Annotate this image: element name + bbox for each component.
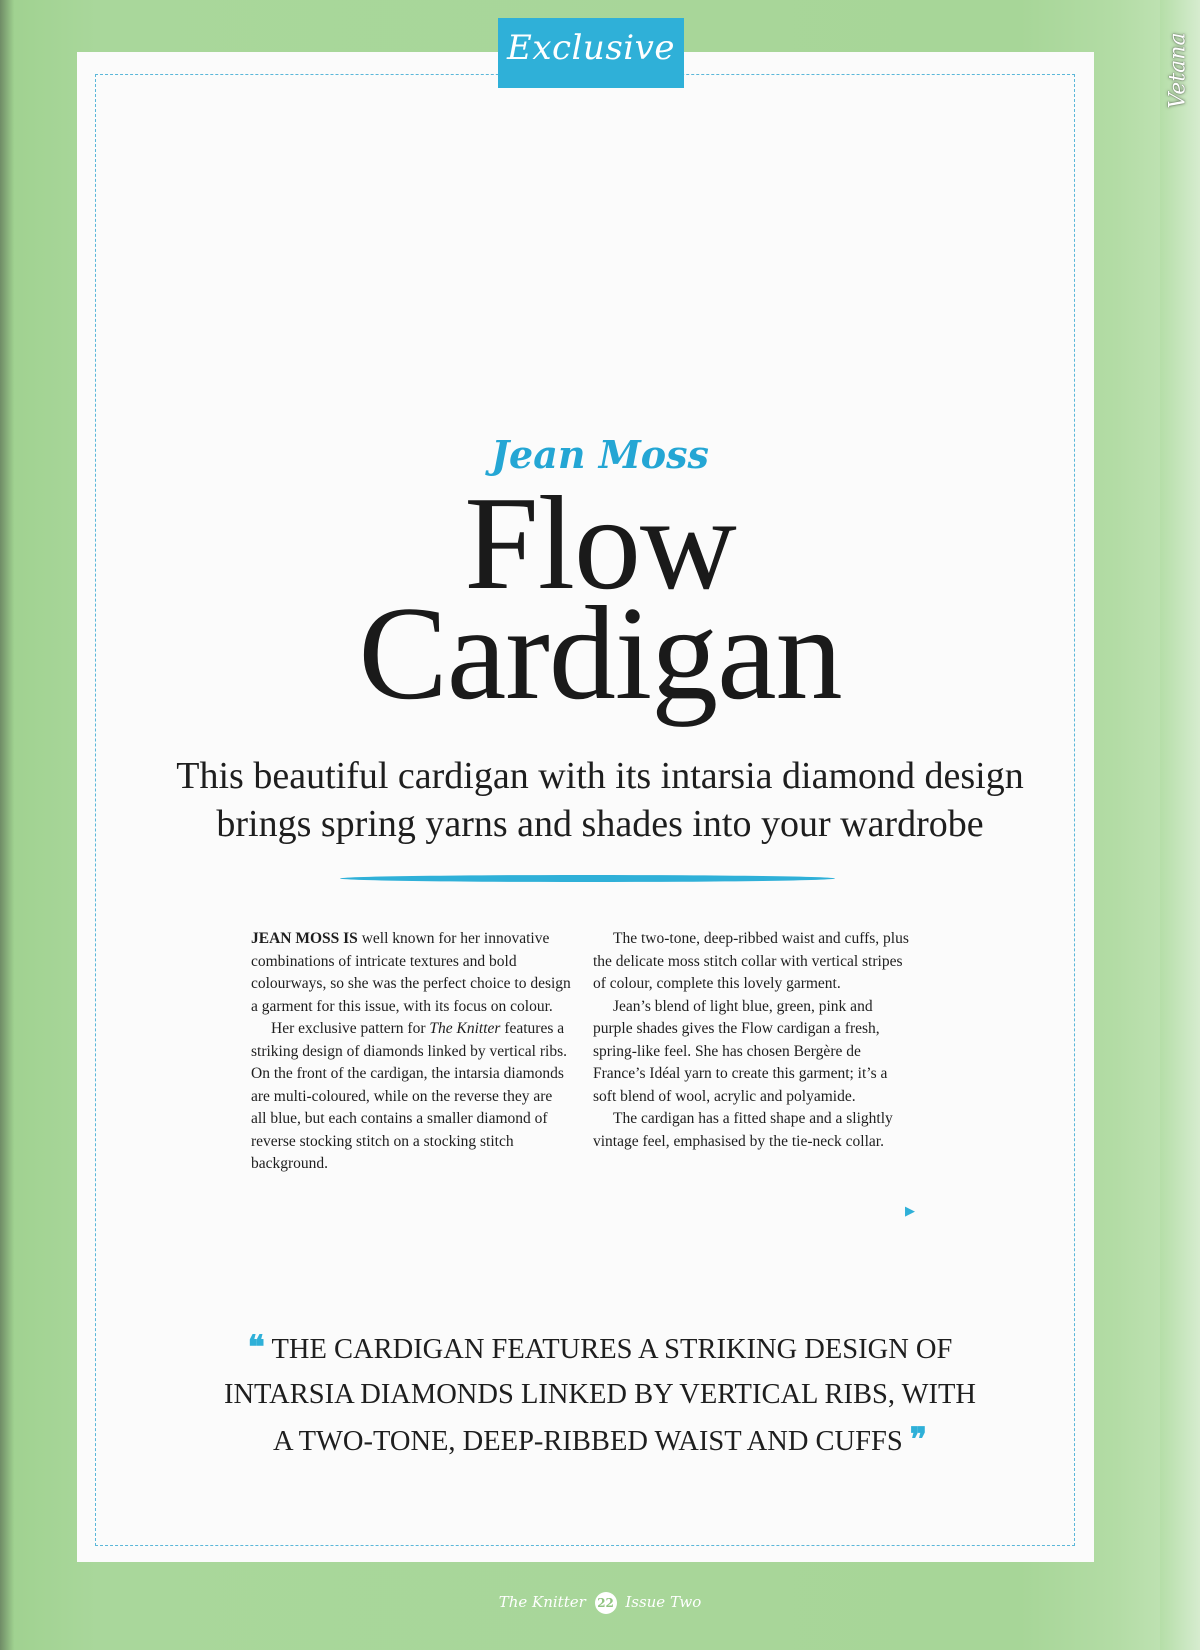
page-footer (0, 1592, 1200, 1614)
pull-quote-line-1 (160, 1325, 1040, 1372)
title-line-2: Cardigan (358, 579, 842, 727)
magazine-name: The Knitter (429, 1020, 501, 1037)
pull-quote-line-2: INTARSIA DIAMONDS LINKED BY VERTICAL RIBS, WITH (223, 1379, 977, 1410)
watermark-text: Vetana (1165, 31, 1191, 109)
footer-magazine: The Knitter (498, 1593, 586, 1611)
lead-in: JEAN MOSS IS (251, 930, 358, 947)
body-paragraph: Jean’s blend of light blue, green, pink and purple shades gives the Flow cardigan a fresh, spring-like feel. She has chosen Bergère de France’s Idéal yarn to create this garment; it’s a soft blend of wool, acrylic and polyamide. (593, 997, 888, 1105)
subtitle-line-1: This beautiful cardigan with its intarsia diamond design (176, 755, 1024, 797)
body-paragraph (251, 1018, 571, 1176)
body-column-left (251, 928, 571, 1176)
exclusive-tab (498, 18, 684, 88)
close-quote-icon: ❞ (909, 1421, 928, 1457)
body-paragraph (251, 928, 571, 1018)
open-quote-icon: ❝ (247, 1329, 265, 1365)
article-title (0, 469, 1200, 727)
pull-quote-line-3 (160, 1417, 1040, 1464)
pull-quote-text: THE CARDIGAN FEATURES A STRIKING DESIGN OF (271, 1334, 953, 1365)
body-column-right (593, 928, 913, 1153)
pull-quote (160, 1325, 1040, 1464)
body-paragraph: The cardigan has a fitted shape and a slightly vintage feel, emphasised by the tie-neck collar. (593, 1110, 893, 1150)
title-line-1: Flow (464, 469, 736, 617)
continue-arrow-icon: ▶ (905, 1204, 915, 1219)
exclusive-label: Exclusive (507, 28, 675, 68)
paragraph-text: well known for her innovative combinations of intricate textures and bold colourways, so she was the perfect choice to design a garment for this issue, with its focus on colour. (251, 930, 571, 1015)
subtitle-line-2: brings spring yarns and shades into your wardrobe (216, 803, 984, 845)
footer-issue: Issue Two (625, 1593, 702, 1611)
title-divider (340, 875, 835, 882)
pull-quote-text: A TWO-TONE, DEEP-RIBBED WAIST AND CUFFS (272, 1426, 903, 1457)
page-number-badge: 22 (595, 1592, 617, 1614)
spine-shadow (0, 0, 14, 1650)
article-subtitle (130, 752, 1070, 848)
paragraph-text: Her exclusive pattern for (271, 1020, 430, 1037)
author-name: Jean Moss (491, 432, 709, 477)
body-paragraph: The two-tone, deep-ribbed waist and cuffs, plus the delicate moss stitch collar with vertical stripes of colour, complete this lovely garment. (593, 930, 909, 992)
watermark (1162, 20, 1194, 120)
next-page-edge (1160, 0, 1200, 1650)
paragraph-text: features a striking design of diamonds linked by vertical ribs. On the front of the cardigan, the intarsia diamonds are multi-coloured, while on the reverse they are all blue, but each contains a smaller diamond of reverse stocking stitch on a stocking stitch background. (251, 1020, 567, 1172)
